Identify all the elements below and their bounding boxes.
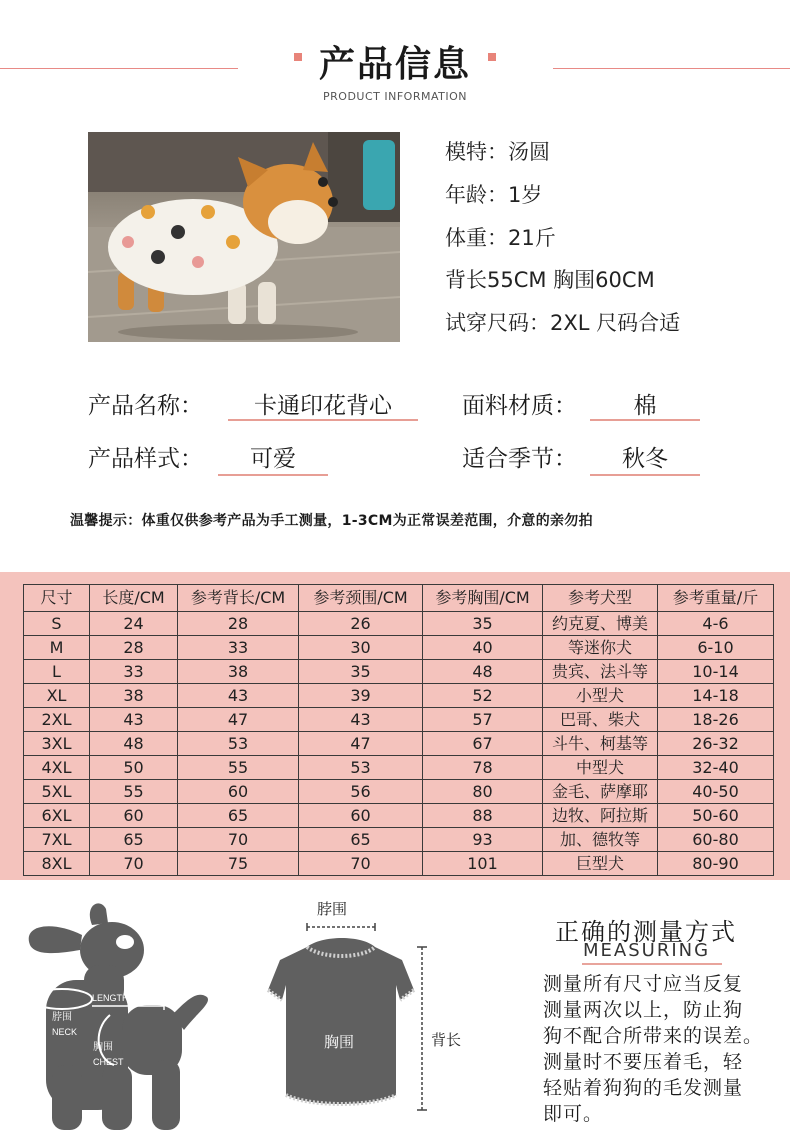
product-name-label: 产品名称： (88, 393, 203, 419)
size-table-cell: 56 (299, 780, 423, 804)
size-table-cell: 35 (299, 660, 423, 684)
product-photo (88, 132, 400, 342)
size-table-cell: 39 (299, 684, 423, 708)
size-table-cell: 26 (299, 612, 423, 636)
notice-text: 温馨提示：体重仅供参考产品为手工测量，1-3CM为正常误差范围，介意的亲勿拍 (70, 513, 593, 529)
shirt-back-label: 背长 (431, 1031, 462, 1049)
size-table-cell: 43 (178, 684, 299, 708)
style-value: 可爱 (250, 446, 296, 472)
size-table-cell: 6-10 (658, 636, 774, 660)
size-table-cell: 65 (178, 804, 299, 828)
product-name-value: 卡通印花背心 (254, 393, 392, 419)
size-table-cell: 80 (423, 780, 543, 804)
measuring-line: 轻贴着狗狗的毛发测量 (543, 1077, 744, 1099)
measuring-title: 正确的测量方式 (555, 918, 737, 946)
model-name: 模特：汤圆 (445, 140, 550, 164)
measuring-line: 即可。 (543, 1103, 604, 1125)
size-table-cell: 47 (299, 732, 423, 756)
material-underline (590, 419, 700, 421)
measuring-underline (582, 963, 722, 965)
size-table-cell: 巨型犬 (543, 852, 658, 876)
size-table (23, 584, 774, 876)
material-label: 面料材质： (462, 393, 577, 419)
size-table-cell: 57 (423, 708, 543, 732)
measuring-line: 测量所有尺寸应当反复 (543, 973, 744, 995)
material-value: 棉 (633, 393, 657, 419)
header-cell: 尺寸 (24, 585, 90, 612)
size-table-cell: 约克夏、博美 (543, 612, 658, 636)
size-table-cell: 贵宾、法斗等 (543, 660, 658, 684)
size-table-row (24, 828, 774, 852)
size-table-cell: 4-6 (658, 612, 774, 636)
size-table-cell: 70 (178, 828, 299, 852)
size-table-cell: 93 (423, 828, 543, 852)
size-table-cell: 40-50 (658, 780, 774, 804)
size-table-cell: 38 (178, 660, 299, 684)
shirt-chest-label: 胸围 (324, 1033, 355, 1051)
size-table-cell: 53 (299, 756, 423, 780)
size-table-cell: 48 (423, 660, 543, 684)
size-table-cell: 70 (299, 852, 423, 876)
size-table-cell: 28 (90, 636, 178, 660)
size-table-cell: 75 (178, 852, 299, 876)
measuring-line: 测量两次以上，防止狗 (543, 999, 744, 1021)
size-table-cell: 中型犬 (543, 756, 658, 780)
size-table-row (24, 636, 774, 660)
size-table-cell: 10-14 (658, 660, 774, 684)
size-table-cell: 53 (178, 732, 299, 756)
dog-neck-cn-label: 脖围 (52, 1012, 72, 1023)
size-table-cell: 101 (423, 852, 543, 876)
size-table-cell: 小型犬 (543, 684, 658, 708)
size-table-cell: 43 (299, 708, 423, 732)
size-table-cell: 52 (423, 684, 543, 708)
shirt-icon (268, 938, 414, 1104)
size-table-cell: 26-32 (658, 732, 774, 756)
size-table-row (24, 612, 774, 636)
size-table-cell: 14-18 (658, 684, 774, 708)
size-table-cell: 47 (178, 708, 299, 732)
size-table-cell: L (24, 660, 90, 684)
dog-chest-en-label: CHEST (93, 1057, 124, 1067)
product-name-underline (228, 419, 418, 421)
size-table-cell: 18-26 (658, 708, 774, 732)
size-table-cell: 60 (178, 780, 299, 804)
size-table-cell: 50 (90, 756, 178, 780)
size-table-cell: 3XL (24, 732, 90, 756)
size-table-row (24, 756, 774, 780)
size-table-row (24, 804, 774, 828)
shirt-neck-label: 脖围 (317, 900, 348, 918)
size-table-row (24, 852, 774, 876)
size-table-cell: 55 (178, 756, 299, 780)
style-label: 产品样式： (88, 446, 203, 472)
size-table-cell: 60-80 (658, 828, 774, 852)
season-underline (590, 474, 700, 476)
style-underline (218, 474, 328, 476)
size-table-cell: 43 (90, 708, 178, 732)
dog-length-label: LENGTH背长 (92, 993, 147, 1003)
header-cell: 参考重量/斤 (658, 585, 774, 612)
size-table-cell: 88 (423, 804, 543, 828)
size-table-cell: 60 (90, 804, 178, 828)
header-cell: 参考犬型 (543, 585, 658, 612)
size-table-cell: XL (24, 684, 90, 708)
size-table-cell: 33 (90, 660, 178, 684)
size-table-cell: 70 (90, 852, 178, 876)
size-table-cell: 8XL (24, 852, 90, 876)
size-table-cell: 35 (423, 612, 543, 636)
dog-measure-diagram (22, 895, 222, 1135)
measuring-subtitle: MEASURING (583, 940, 711, 961)
season-value: 秋冬 (622, 446, 668, 472)
size-table-cell: 30 (299, 636, 423, 660)
model-weight: 体重：21斤 (445, 226, 556, 250)
shirt-measure-diagram (262, 895, 482, 1120)
measuring-text (543, 971, 783, 1127)
size-table-cell: 38 (90, 684, 178, 708)
size-table-cell: 加、德牧等 (543, 828, 658, 852)
size-table-cell: 28 (178, 612, 299, 636)
size-table-cell: 边牧、阿拉斯 (543, 804, 658, 828)
size-table-cell: 2XL (24, 708, 90, 732)
size-table-cell: 32-40 (658, 756, 774, 780)
size-table-cell: 65 (299, 828, 423, 852)
dog-neck-en-label: NECK (52, 1027, 78, 1037)
size-table-cell: 55 (90, 780, 178, 804)
model-trial-size: 试穿尺码：2XL 尺码合适 (445, 311, 681, 335)
page-title: 产品信息 (318, 44, 471, 85)
size-table-cell: 7XL (24, 828, 90, 852)
size-table-cell: 斗牛、柯基等 (543, 732, 658, 756)
model-age: 年龄：1岁 (445, 183, 543, 207)
season-label: 适合季节： (462, 446, 577, 472)
size-table-cell: 67 (423, 732, 543, 756)
size-table-cell: 50-60 (658, 804, 774, 828)
size-table-row (24, 708, 774, 732)
size-table-cell: 巴哥、柴犬 (543, 708, 658, 732)
size-table-cell: 24 (90, 612, 178, 636)
page-subtitle: PRODUCT INFORMATION (323, 90, 467, 103)
header-cell: 参考胸围/CM (423, 585, 543, 612)
size-table-cell: 等迷你犬 (543, 636, 658, 660)
measuring-line: 狗不配合所带来的误差。 (543, 1025, 764, 1047)
size-table-cell: 5XL (24, 780, 90, 804)
model-measurements: 背长55CM 胸围60CM (445, 268, 655, 292)
size-table-row (24, 780, 774, 804)
dog-chest-cn-label: 胸围 (93, 1042, 113, 1053)
size-table-cell: 80-90 (658, 852, 774, 876)
corgi-photo-illustration (88, 132, 400, 342)
size-table-cell: 78 (423, 756, 543, 780)
size-table-header (24, 585, 774, 612)
size-table-cell: M (24, 636, 90, 660)
size-table-cell: 60 (299, 804, 423, 828)
measuring-line: 测量时不要压着毛，轻 (543, 1051, 744, 1073)
size-table-cell: 65 (90, 828, 178, 852)
size-table-cell: 33 (178, 636, 299, 660)
header-cell: 长度/CM (90, 585, 178, 612)
size-table-row (24, 732, 774, 756)
size-table-row (24, 660, 774, 684)
size-table-cell: 4XL (24, 756, 90, 780)
size-table-cell: 6XL (24, 804, 90, 828)
size-table-cell: S (24, 612, 90, 636)
size-table-cell: 48 (90, 732, 178, 756)
header-cell: 参考背长/CM (178, 585, 299, 612)
size-table-row (24, 684, 774, 708)
size-table-cell: 40 (423, 636, 543, 660)
header-cell: 参考颈围/CM (299, 585, 423, 612)
size-table-cell: 金毛、萨摩耶 (543, 780, 658, 804)
